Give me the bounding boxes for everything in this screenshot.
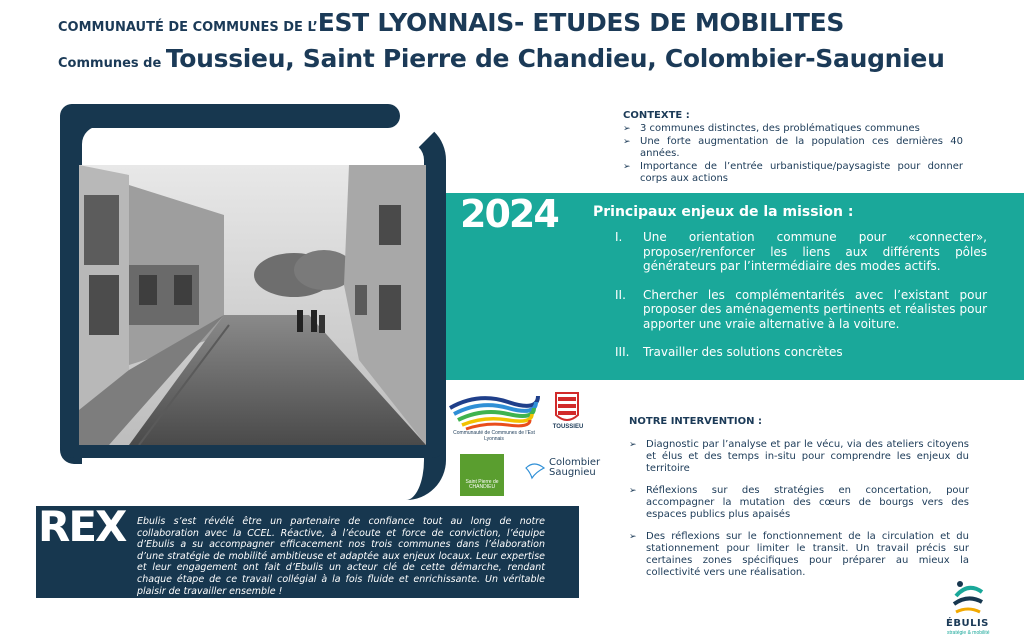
rex-label: REX	[38, 502, 126, 551]
saint-pierre-logo	[460, 454, 504, 496]
colombier-logo-text: Colombier Saugnieu	[549, 457, 601, 478]
list-item: ➢ Des réflexions sur le fonctionnement de la circulation et du stationnement pour limiter le transit. Un travail précis sur certaines zones spécifiques pour préparer au mieux la collectivité vers une réalisation.	[629, 531, 969, 578]
ebulis-logo-name: ÉBULIS	[946, 618, 989, 629]
title-main: EST LYONNAIS- ETUDES DE MOBILITES	[317, 8, 845, 37]
year-label: 2024	[460, 192, 558, 236]
arrow-bullet-icon: ➢	[629, 532, 637, 542]
contexte-list	[623, 123, 963, 186]
title-prefix: COMMUNAUTÉ DE COMMUNES DE L’	[58, 20, 318, 35]
page-title-line-1	[58, 8, 844, 37]
arrow-bullet-icon: ➢	[623, 161, 631, 172]
list-item: ➢ 3 communes distinctes, des problématiques communes	[623, 123, 920, 134]
rex-testimonial: Ebulis s’est révélé être un partenaire de confiance tout au long de notre collaboration avec la CCEL. Réactive, à l’écoute et force de conviction, l’équipe d’Ebulis a su accompagner efficacement nos trois communes dans l’élaboration d’une stratégie de mobilité ambitieuse et adaptée aux enjeux locaux. Leur expertise et leur engagement ont fait d’Ebulis un acteur clé de cette démarche, rendant chaque étape de ce travail collégial à la fois fluide et enrichissante. Un véritable plaisir de travailler ensemble !	[137, 516, 545, 597]
street-photo	[79, 165, 426, 445]
intervention-section	[629, 416, 969, 589]
toussieu-logo-text: TOUSSIEU	[552, 424, 584, 430]
saint-pierre-logo-text: Saint Pierre de CHANDIEU	[465, 479, 499, 490]
arrow-bullet-icon: ➢	[623, 124, 631, 134]
ccel-logo-text: Communauté de Communes de l’Est Lyonnais	[453, 430, 535, 442]
subtitle-prefix: Communes de	[58, 56, 166, 71]
arrow-bullet-icon: ➢	[623, 136, 631, 147]
enjeux-title: Principaux enjeux de la mission :	[593, 204, 854, 220]
ebulis-logo-icon	[948, 576, 988, 618]
contexte-section	[623, 110, 963, 186]
frame-decoration-top	[60, 104, 400, 128]
enjeux-list	[615, 230, 987, 374]
list-item: III. Travailler des solutions concrètes	[615, 345, 843, 359]
list-item: ➢ Importance de l’entrée urbanistique/paysagiste pour donner corps aux actions	[623, 160, 963, 184]
contexte-title: CONTEXTE :	[623, 110, 690, 121]
intervention-title: NOTRE INTERVENTION :	[629, 416, 762, 427]
arrow-bullet-icon: ➢	[629, 486, 637, 496]
list-item: ➢ Diagnostic par l’analyse et par le vécu, via des ateliers citoyens et élus et des temps in-situ pour comprendre les enjeux du territoire	[629, 439, 969, 474]
list-item: I. Une orientation commune pour «connecter», proposer/renforcer les liens aux différents pôles générateurs par l’intermédiaire des modes actifs.	[615, 230, 987, 273]
page-title-line-2	[58, 44, 945, 73]
list-item: II. Chercher les complémentarités avec l’existant pour proposer des aménagements pertinents et réalistes pour apporter une vraie alternative à la voiture.	[615, 287, 987, 331]
list-item: ➢ Réflexions sur des stratégies en concertation, pour accompagner la mutation des cœurs de bourgs vers des espaces publics plus apaisés	[629, 485, 969, 520]
list-item: ➢ Une forte augmentation de la population ces dernières 40 années.	[623, 135, 963, 159]
intervention-list	[629, 439, 969, 579]
subtitle-communes: Toussieu, Saint Pierre de Chandieu, Colombier-Saugnieu	[165, 44, 945, 73]
arrow-bullet-icon: ➢	[629, 440, 637, 450]
ebulis-logo-tagline: stratégie & mobilité	[947, 630, 990, 636]
